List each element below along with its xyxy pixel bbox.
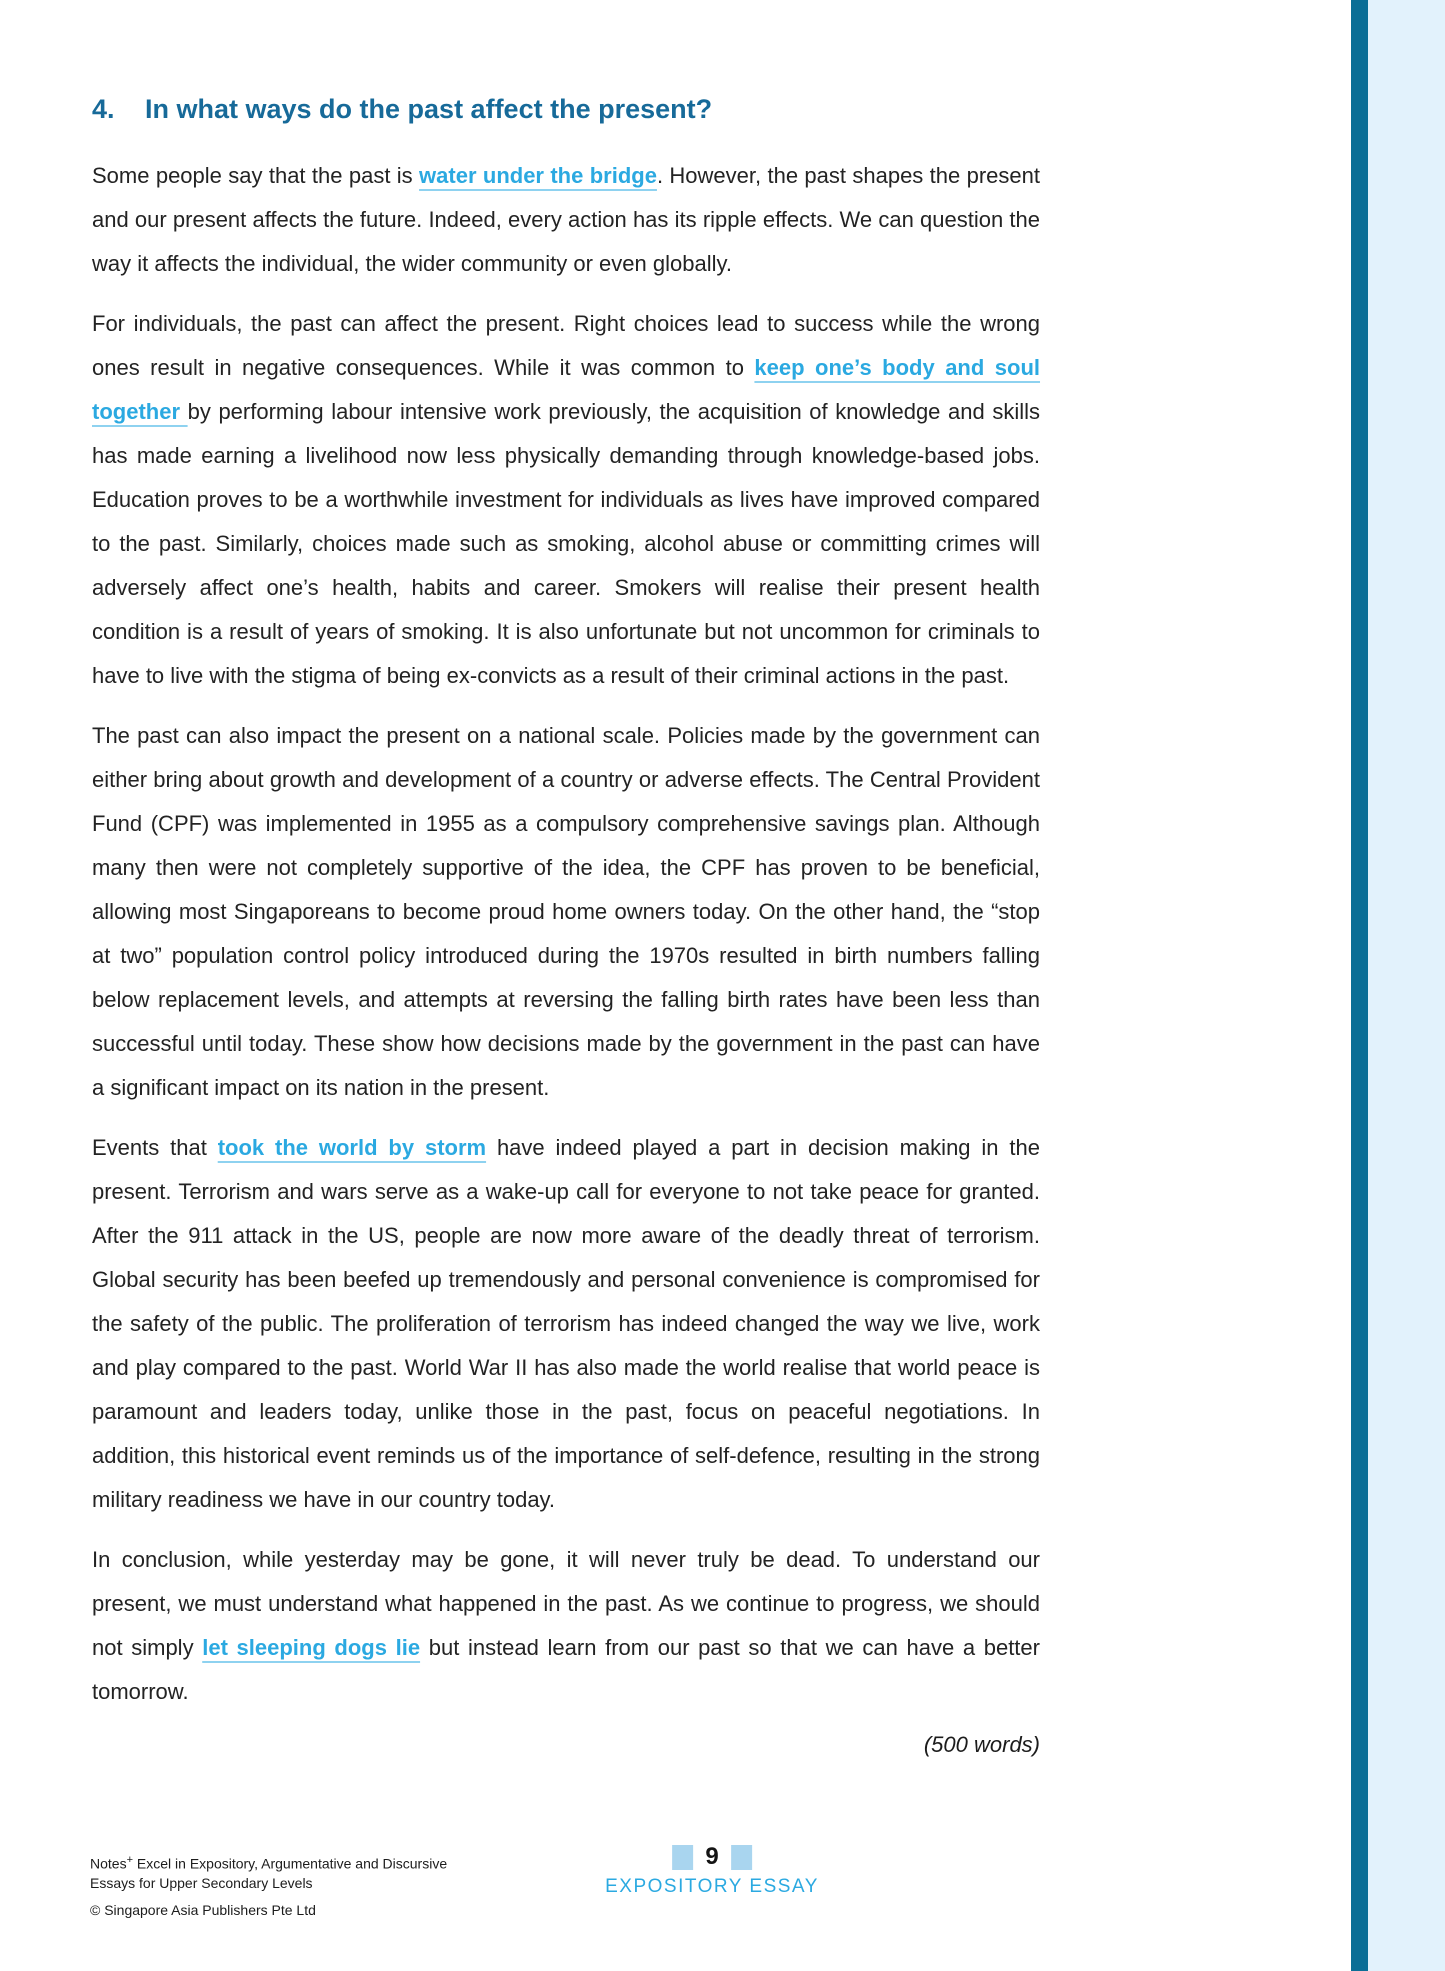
question-number: 4.: [92, 94, 115, 124]
essay-body: [92, 154, 1040, 1714]
paragraph-text: by performing labour intensive work previously, the acquisition of knowledge and skills has made earning a livelihood now less physically demanding through knowledge-based jobs. Education proves to be a worthwhile investment for individuals as lives have improved compared to the past. Similarly, choices made such as smoking, alcohol abuse or committing crimes will adversely affect one’s health, habits and career. Smokers will realise their present health condition is a result of years of smoking. It is also unfortunate but not uncommon for criminals to have to live with the stigma of being ex-convicts as a result of their criminal actions in the past.: [92, 399, 1040, 688]
essay-paragraph: [92, 154, 1040, 286]
decorative-square-right: [731, 1845, 752, 1870]
page-number-row: [605, 1843, 819, 1871]
idiom-link[interactable]: keep one’s body and soul together: [92, 355, 1041, 424]
copyright-line: © Singapore Asia Publishers Pte Ltd: [90, 1901, 316, 1918]
series-plus: +: [126, 1854, 134, 1866]
essay-paragraph: [92, 1126, 1040, 1522]
essay-paragraph: [92, 302, 1040, 698]
section-label: EXPOSITORY ESSAY: [605, 1876, 819, 1897]
page-number-badge: [605, 1843, 819, 1898]
paragraph-text: Some people say that the past is: [92, 163, 420, 188]
paragraph-text: The past can also impact the present on a national scale. Policies made by the government can either bring about growth and development of a country or adverse effects. The Central Provident Fund (CPF) was implemented in 1955 as a compulsory comprehensive savings plan. Although many then were not completely supportive of the idea, the CPF has proven to be beneficial, allowing most Singaporeans to become proud home owners today. On the other hand, the “stop at two” population control policy introduced during the 1970s resulted in birth numbers falling below replacement levels, and attempts at reversing the falling birth rates have been less than successful until today. These show how decisions made by the government in the past can have a significant impact on its nation in the present.: [92, 723, 1040, 1100]
paragraph-text: . However, the past shapes the present and our present affects the future. Indeed, every action has its ripple effects. We can question the way it affects the individual, the wider community or even globally.: [92, 163, 1040, 276]
book-title-line1: [90, 1851, 447, 1874]
page-number: 9: [705, 1843, 719, 1870]
paragraph-text: have indeed played a part in decision making in the present. Terrorism and wars serve as a wake-up call for everyone to not take peace for granted. After the 911 attack in the US, people are now more aware of the deadly threat of terrorism. Global security has been beefed up tremendously and personal convenience is compromised for the safety of the public. The proliferation of terrorism has indeed changed the way we live, work and play compared to the past. World War II has also made the world realise that world peace is paramount and leaders today, unlike those in the past, focus on peaceful negotiations. In addition, this historical event reminds us of the importance of self-defence, resulting in the strong military readiness we have in our country today.: [92, 1135, 1040, 1512]
publisher-info: [90, 1851, 447, 1920]
paragraph-text: For individuals, the past can affect the present. Right choices lead to success while the wrong ones result in negative consequences. While it was common to: [92, 311, 1040, 380]
essay-paragraph: [92, 714, 1040, 1110]
question-title: In what ways do the past affect the present?: [145, 94, 713, 124]
idiom-link[interactable]: water under the bridge: [419, 163, 657, 188]
decorative-square-left: [672, 1845, 693, 1870]
essay-content: [92, 92, 1040, 1758]
book-title-rest: Excel in Expository, Argumentative and Discursive: [133, 1855, 448, 1872]
essay-question-heading: [92, 92, 1040, 126]
page-edge-bar: [1351, 0, 1368, 1971]
book-title-line2: Essays for Upper Secondary Levels: [90, 1874, 313, 1891]
page-footer: [0, 1843, 1368, 1943]
idiom-link[interactable]: took the world by storm: [217, 1135, 487, 1160]
page-edge-panel: [1368, 0, 1445, 1971]
essay-paragraph: [92, 1538, 1040, 1714]
idiom-link[interactable]: let sleeping dogs lie: [202, 1635, 421, 1660]
series-name: Notes: [90, 1855, 127, 1872]
paragraph-text: In conclusion, while yesterday may be gone, it will never truly be dead. To understand our present, we must understand what happened in the past. As we continue to progress, we should not simply: [92, 1547, 1040, 1660]
word-count-note: (500 words): [923, 1732, 1040, 1757]
paragraph-text: but instead learn from our past so that we can have a better tomorrow.: [92, 1635, 1040, 1704]
paragraph-text: Events that: [92, 1135, 218, 1160]
